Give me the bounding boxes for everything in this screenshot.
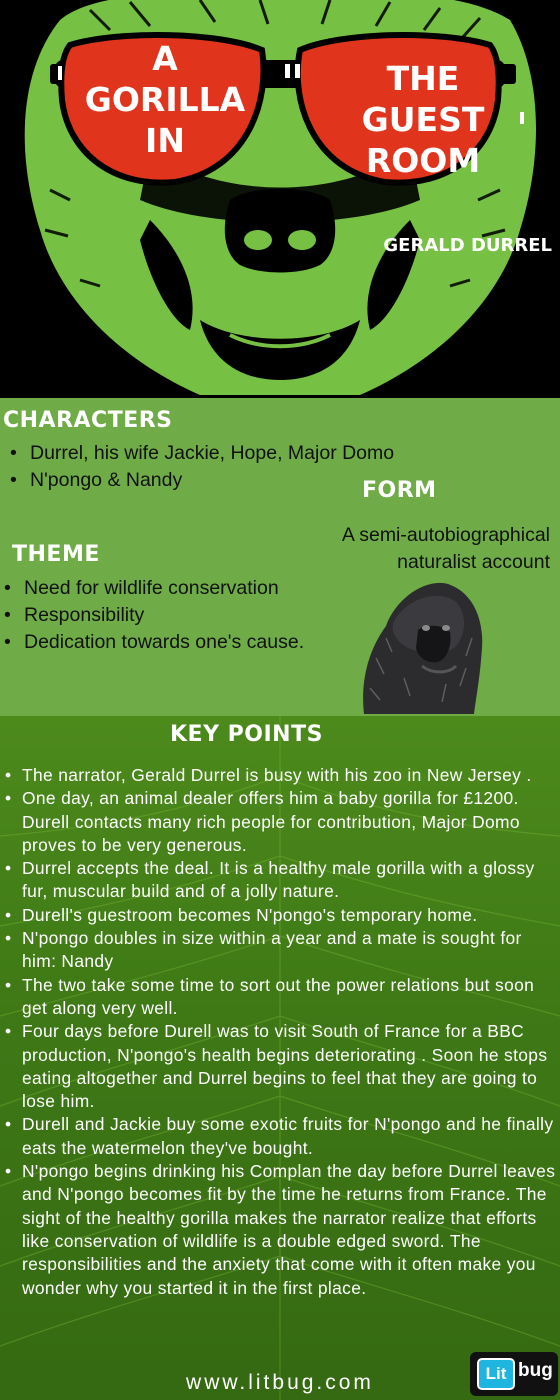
list-item: • Durell and Jackie buy some exotic fruits for N'pongo and he finally eats the watermelon they've bought. [2, 1113, 558, 1160]
list-item: • Durrel, his wife Jackie, Hope, Major Domo [8, 440, 468, 467]
list-item: • The narrator, Gerald Durrel is busy with his zoo in New Jersey . [2, 764, 558, 787]
title-right-lens [318, 58, 528, 181]
title-word: THE [386, 59, 460, 98]
hero-banner [0, 0, 560, 398]
characters-heading: CHARACTERS [3, 408, 173, 433]
title-left-lens [60, 38, 270, 161]
gorilla-photo [356, 578, 486, 714]
website-link[interactable]: www.litbug.com [186, 1371, 374, 1394]
list-item: • Durrel accepts the deal. It is a healthy male gorilla with a glossy fur, muscular build and of a jolly nature. [2, 857, 558, 904]
list-item: • The two take some time to sort out the power relations but soon get along very well. [2, 974, 558, 1021]
key-points-heading: KEY POINTS [170, 722, 323, 747]
theme-list [2, 575, 332, 656]
title-word: GUEST [361, 100, 485, 139]
list-item: • Dedication towards one's cause. [2, 629, 332, 656]
list-item: • Need for wildlife conservation [2, 575, 332, 602]
form-line: naturalist account [397, 551, 550, 573]
list-item: • One day, an animal dealer offers him a baby gorilla for £1200. Durell contacts many rich people for contribution, Major Domo proves to be very generous. [2, 787, 558, 857]
litbug-logo [470, 1352, 558, 1396]
title-word: A [152, 39, 178, 78]
key-points-list [2, 764, 558, 1300]
title-word: IN [145, 121, 185, 160]
list-item: • N'pongo begins drinking his Complan the day before Durrel leaves and N'pongo becomes fit by the time he returns from France. The sight of the healthy gorilla makes the narrator realize that efforts like conservation of wildlife is a double edged sword. The responsibilities and the anxiety that come with it often make you wonder why you started it in the first place. [2, 1160, 558, 1300]
key-points-section [0, 716, 560, 1400]
list-item: • N'pongo doubles in size within a year and a mate is sought for him: Nandy [2, 927, 558, 974]
list-item: • N'pongo & Nandy [8, 467, 468, 494]
theme-heading: THEME [12, 542, 100, 567]
title-word: ROOM [365, 141, 481, 180]
list-item: • Durell's guestroom becomes N'pongo's temporary home. [2, 904, 558, 927]
list-item: • Four days before Durell was to visit South of France for a BBC production, N'pongo's health begins deteriorating . Soon he stops eating altogether and Durrel begins to feel that they are going to lose him. [2, 1020, 558, 1113]
list-item: • Responsibility [2, 602, 332, 629]
logo-wordmark: bug [518, 1360, 553, 1381]
logo-mark: Lit [477, 1358, 515, 1390]
form-description [290, 522, 550, 576]
author-name: GERALD DURREL [383, 235, 552, 256]
title-word: GORILLA [84, 80, 246, 119]
info-section [0, 398, 560, 716]
form-line: A semi-autobiographical [341, 524, 550, 546]
form-heading: FORM [362, 478, 437, 503]
